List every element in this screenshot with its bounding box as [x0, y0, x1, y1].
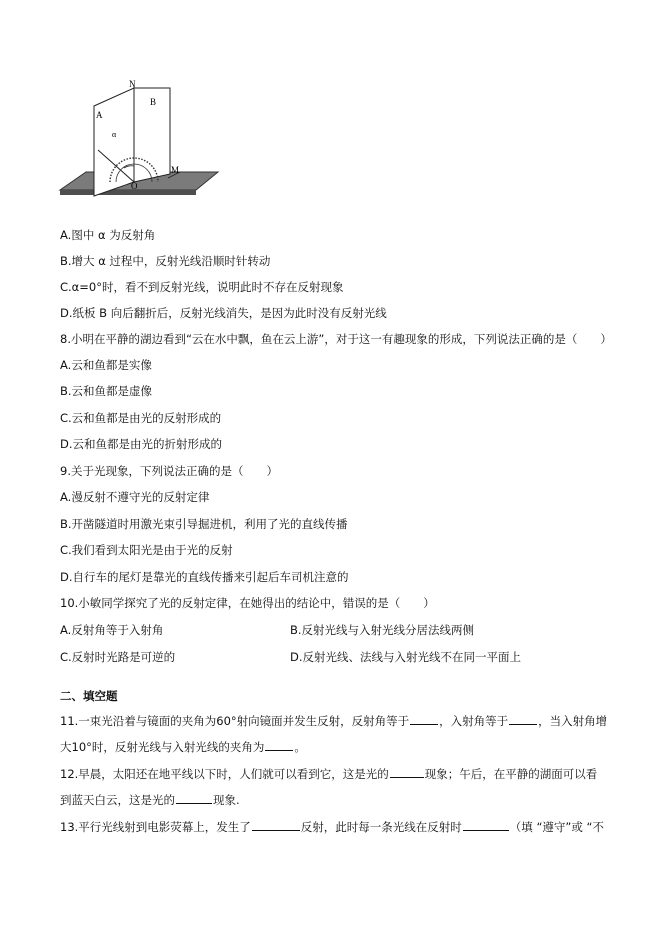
q12-blank-1[interactable] — [390, 765, 424, 778]
q12-line-1 — [60, 765, 597, 782]
label-N: N — [129, 79, 136, 89]
q11-line-2 — [60, 738, 306, 755]
q13-text-2: 反射，此时每一条光线在反射时 — [300, 820, 462, 834]
q9-stem: 9.关于光现象，下列说法正确的是（ ） — [60, 464, 278, 478]
q12-line-2 — [60, 791, 240, 808]
q8-stem: 8.小明在平静的湖边看到“云在水中飘，鱼在云上游”，对于这一有趣现象的形成，下列说法正确的是（ ） — [60, 332, 612, 346]
q11-text-1: 11.一束光沿着与镜面的夹角为60°射向镜面并发生反射，反射角等于 — [60, 714, 410, 728]
q8-option-b: B.云和鱼都是虚像 — [60, 384, 153, 398]
reflection-apparatus-figure — [58, 78, 220, 220]
q11-text-4: 大10°时，反射光线与入射光线的夹角为 — [60, 740, 265, 754]
q10-option-c: C.反射时光路是可逆的 — [60, 650, 176, 664]
q9-option-b: B.开凿隧道时用激光束引导掘进机，利用了光的直线传播 — [60, 517, 348, 531]
q11-text-5: 。 — [294, 740, 306, 754]
q11-text-3: ，当入射角增 — [538, 714, 608, 728]
q13-text-1: 13.平行光线射到电影荧幕上，发生了 — [60, 820, 251, 834]
q7-option-d: D.纸板 B 向后翻折后，反射光线消失，是因为此时没有反射光线 — [60, 306, 387, 320]
q8-option-c: C.云和鱼都是由光的反射形成的 — [60, 411, 222, 425]
q7-option-b: B.增大 α 过程中，反射光线沿顺时针转动 — [60, 254, 271, 268]
q11-line-1 — [60, 712, 607, 729]
section-title-fill-in: 二、填空题 — [60, 689, 118, 703]
label-M: M — [171, 165, 180, 175]
q11-blank-2[interactable] — [509, 712, 537, 725]
q8-option-a: A.云和鱼都是实像 — [60, 358, 152, 372]
q13-text-3: （填 “遵守”或 “不 — [509, 820, 604, 834]
q11-text-2: ，入射角等于 — [439, 714, 509, 728]
q12-text-1: 12.早晨，太阳还在地平线以下时，人们就可以看到它，这是光的 — [60, 767, 389, 781]
q13-blank-2[interactable] — [463, 818, 509, 831]
q9-option-d: D.自行车的尾灯是靠光的直线传播来引起后车司机注意的 — [60, 570, 349, 584]
reflection-diagram — [58, 78, 220, 220]
q13-blank-1[interactable] — [252, 818, 300, 831]
q12-text-3: 到蓝天白云，这是光的 — [60, 793, 175, 807]
q10-stem: 10.小敏同学探究了光的反射定律，在她得出的结论中，错误的是（ ） — [60, 596, 435, 610]
q10-option-b: B.反射光线与入射光线分居法线两侧 — [290, 623, 475, 637]
q10-option-a: A.反射角等于入射角 — [60, 623, 164, 637]
q9-option-c: C.我们看到太阳光是由于光的反射 — [60, 543, 233, 557]
q12-text-2: 现象；午后，在平静的湖面可以看 — [424, 767, 598, 781]
label-alpha: α — [112, 130, 117, 139]
label-A: A — [96, 110, 103, 120]
label-O: O — [131, 181, 138, 191]
q13-line-1 — [60, 818, 604, 835]
q7-option-c: C.α=0°时，看不到反射光线，说明此时不存在反射现象 — [60, 280, 344, 294]
q10-option-d: D.反射光线、法线与入射光线不在同一平面上 — [290, 650, 522, 664]
q11-blank-1[interactable] — [410, 712, 438, 725]
q7-option-a: A.图中 α 为反射角 — [60, 228, 156, 242]
q8-option-d: D.云和鱼都是由光的折射形成的 — [60, 437, 223, 451]
q12-blank-2[interactable] — [176, 791, 212, 804]
q12-text-4: 现象. — [213, 793, 240, 807]
q11-blank-3[interactable] — [265, 738, 293, 751]
label-B: B — [150, 97, 157, 107]
q9-option-a: A.漫反射不遵守光的反射定律 — [60, 490, 210, 504]
